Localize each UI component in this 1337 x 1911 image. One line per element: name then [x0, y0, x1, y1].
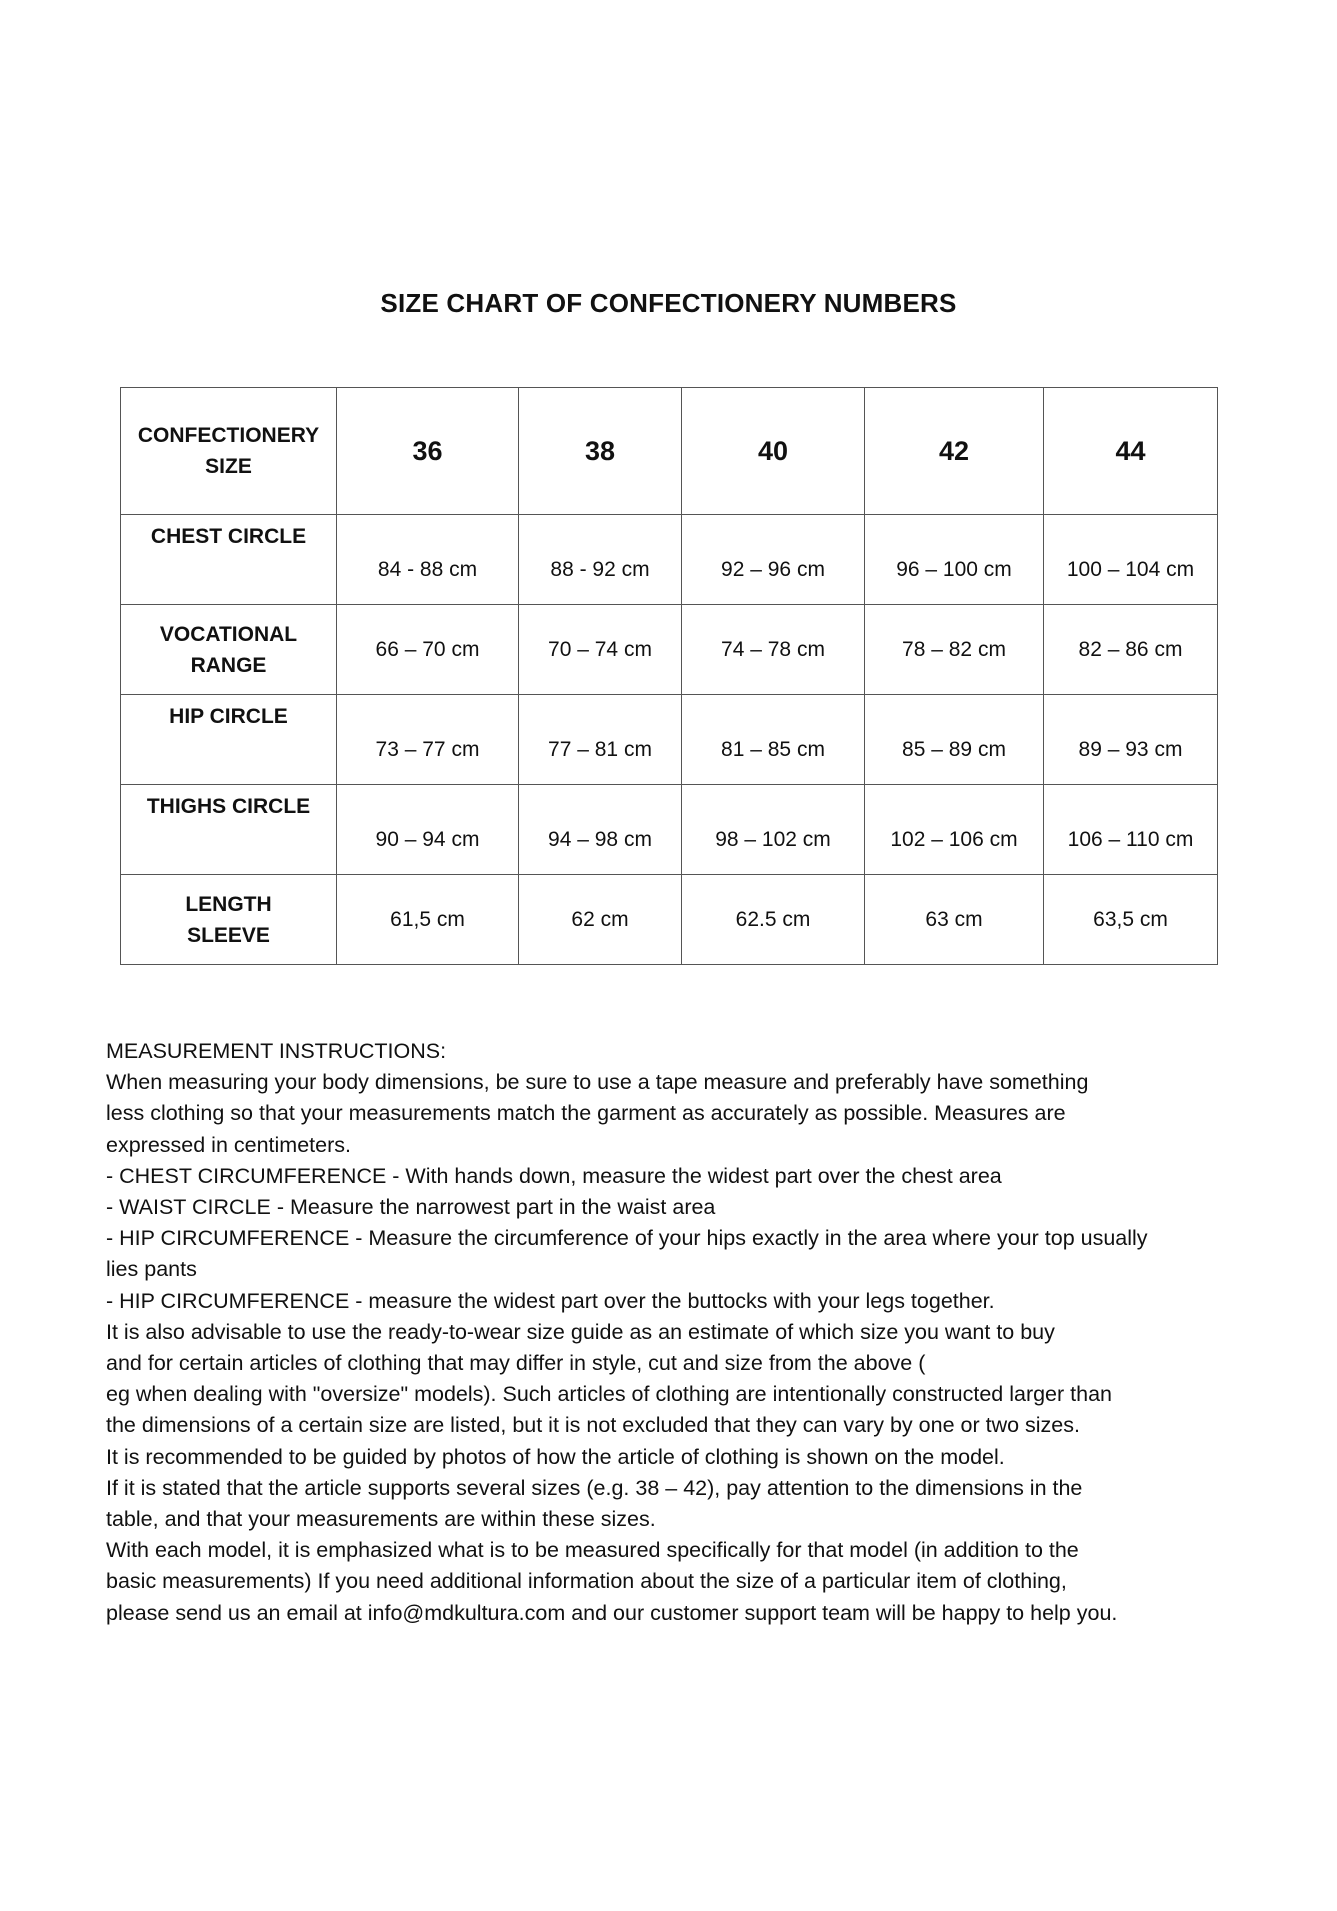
table-row-chest-circle: [121, 515, 1218, 605]
table-row-hip-circle: [121, 695, 1218, 785]
size-header-38: 38: [519, 388, 682, 515]
instructions-line: and for certain articles of clothing that may differ in style, cut and size from the above (: [106, 1351, 926, 1376]
table-cell: 61,5 cm: [337, 875, 519, 965]
row-label: LENGTH SLEEVE: [185, 892, 272, 947]
row-label: VOCATIONAL RANGE: [159, 622, 298, 677]
instructions-line: basic measurements) If you need additional information about the size of a particular item of clothing,: [106, 1569, 1067, 1594]
size-header-36: 36: [337, 388, 519, 515]
instructions-line: - CHEST CIRCUMFERENCE - With hands down, measure the widest part over the chest area: [106, 1163, 1002, 1188]
instructions-line: expressed in centimeters.: [106, 1132, 351, 1157]
row-label: THIGHS CIRCLE: [146, 795, 311, 818]
table-cell: 94 – 98 cm: [519, 785, 682, 875]
measurement-instructions: [106, 1036, 1236, 1629]
size-header-44: 44: [1044, 388, 1218, 515]
instructions-line: please send us an email at info@mdkultura.com and our customer support team will be happy to help you.: [106, 1600, 1118, 1625]
table-cell: 88 - 92 cm: [519, 515, 682, 605]
table-cell: 63 cm: [865, 875, 1044, 965]
table-header-row: [121, 388, 1218, 515]
table-cell: 81 – 85 cm: [682, 695, 865, 785]
table-cell: 102 – 106 cm: [865, 785, 1044, 875]
table-row-length-sleeve: [121, 875, 1218, 965]
instructions-line: With each model, it is emphasized what is to be measured specifically for that model (in addition to the: [106, 1538, 1079, 1563]
row-label-cell: [121, 785, 337, 875]
table-cell: 63,5 cm: [1044, 875, 1218, 965]
table-cell: 98 – 102 cm: [682, 785, 865, 875]
instructions-line: When measuring your body dimensions, be sure to use a tape measure and preferably have something: [106, 1070, 1089, 1095]
table-cell: 62.5 cm: [682, 875, 865, 965]
row-label-cell: [121, 515, 337, 605]
table-cell: 70 – 74 cm: [519, 605, 682, 695]
instructions-line: lies pants: [106, 1257, 197, 1282]
table-cell: 106 – 110 cm: [1044, 785, 1218, 875]
table-cell: 78 – 82 cm: [865, 605, 1044, 695]
table-cell: 74 – 78 cm: [682, 605, 865, 695]
row-label: HIP CIRCLE: [169, 705, 288, 728]
table-cell: 90 – 94 cm: [337, 785, 519, 875]
table-cell: 82 – 86 cm: [1044, 605, 1218, 695]
table-row-vocational-range: [121, 605, 1218, 695]
instructions-line: It is recommended to be guided by photos of how the article of clothing is shown on the model.: [106, 1444, 1005, 1469]
page-title: SIZE CHART OF CONFECTIONERY NUMBERS: [380, 288, 957, 318]
row-label-cell: [121, 875, 337, 965]
instructions-line: eg when dealing with "oversize" models). Such articles of clothing are intentionally constructed larger than: [106, 1382, 1112, 1407]
table-cell: 85 – 89 cm: [865, 695, 1044, 785]
row-label-cell: [121, 695, 337, 785]
instructions-line: - WAIST CIRCLE - Measure the narrowest part in the waist area: [106, 1195, 716, 1220]
instructions-heading: MEASUREMENT INSTRUCTIONS:: [106, 1039, 447, 1063]
row-label: CHEST CIRCLE: [150, 525, 307, 548]
instructions-line: - HIP CIRCUMFERENCE - Measure the circumference of your hips exactly in the area where your top usually: [106, 1226, 1148, 1251]
instructions-line: If it is stated that the article supports several sizes (e.g. 38 – 42), pay attention to the dimensions in the: [106, 1475, 1083, 1500]
table-cell: 96 – 100 cm: [865, 515, 1044, 605]
size-header-42: 42: [865, 388, 1044, 515]
header-label: CONFECTIONERY SIZE: [137, 424, 320, 478]
table-cell: 84 - 88 cm: [337, 515, 519, 605]
size-header-40: 40: [682, 388, 865, 515]
instructions-line: table, and that your measurements are within these sizes.: [106, 1507, 656, 1532]
row-label-cell: [121, 605, 337, 695]
instructions-line: the dimensions of a certain size are listed, but it is not excluded that they can vary by one or two sizes.: [106, 1413, 1080, 1438]
table-row-thighs-circle: [121, 785, 1218, 875]
table-cell: 89 – 93 cm: [1044, 695, 1218, 785]
table-cell: 66 – 70 cm: [337, 605, 519, 695]
instructions-line: It is also advisable to use the ready-to-wear size guide as an estimate of which size you want to buy: [106, 1319, 1055, 1344]
table-cell: 73 – 77 cm: [337, 695, 519, 785]
table-cell: 92 – 96 cm: [682, 515, 865, 605]
instructions-line: - HIP CIRCUMFERENCE - measure the widest part over the buttocks with your legs together.: [106, 1288, 995, 1313]
table-cell: 77 – 81 cm: [519, 695, 682, 785]
table-cell: 100 – 104 cm: [1044, 515, 1218, 605]
header-label-cell: [121, 388, 337, 515]
size-chart-table: [120, 387, 1218, 965]
table-cell: 62 cm: [519, 875, 682, 965]
instructions-line: less clothing so that your measurements match the garment as accurately as possible. Measures are: [106, 1101, 1066, 1126]
